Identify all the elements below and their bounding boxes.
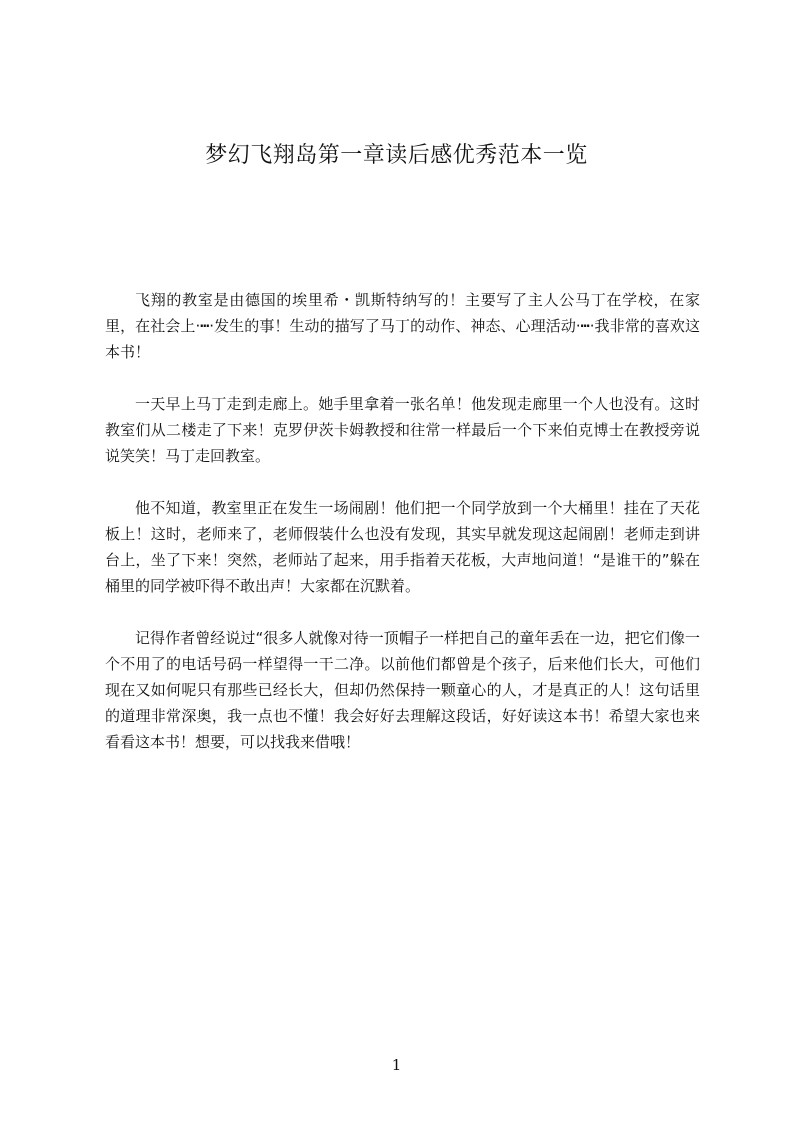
paragraph-2: 一天早上马丁走到走廊上。她手里拿着一张名单！他发现走廊里一个人也没有。这时教室们从二楼走了下来！克罗伊茨卡姆教授和往常一样最后一个下来伯克博士在教授旁说说笑笑！马丁走回教室。 [105,395,700,465]
page-number: 1 [391,1056,402,1074]
article-body [105,287,700,781]
paragraph-3: 他不知道，教室里正在发生一场闹剧！他们把一个同学放到一个大桶里！挂在了天花板上！这时，老师来了，老师假装什么也没有发现，其实早就发现这起闹剧！老师走到讲台上，坐了下来！突然，老师站了起来，用手指着天花板，大声地问道！“是谁干的”躲在桶里的同学被吓得不敢出声！大家都在沉默着。 [105,499,700,595]
paragraph-1: 飞翔的教室是由德国的埃里希・凯斯特纳写的！主要写了主人公马丁在学校，在家里，在社会上·┅·发生的事！生动的描写了马丁的动作、神态、心理活动·┅·我非常的喜欢这本书！ [105,291,700,361]
page-title: 梦幻飞翔岛第一章读后感优秀范本一览 [205,143,588,168]
paragraph-4: 记得作者曾经说过“很多人就像对待一顶帽子一样把自己的童年丢在一边，把它们像一个不用了的电话号码一样望得一干二净。以前他们都曾是个孩子，后来他们长大，可他们现在又如何呢只有那些已经长大，但却仍然保持一颗童心的人，才是真正的人！这句话里的道理非常深奥，我一点也不懂！我会好好去理解这段话，好好读这本书！希望大家也来看看这本书！想要，可以找我来借哦！ [105,629,700,751]
